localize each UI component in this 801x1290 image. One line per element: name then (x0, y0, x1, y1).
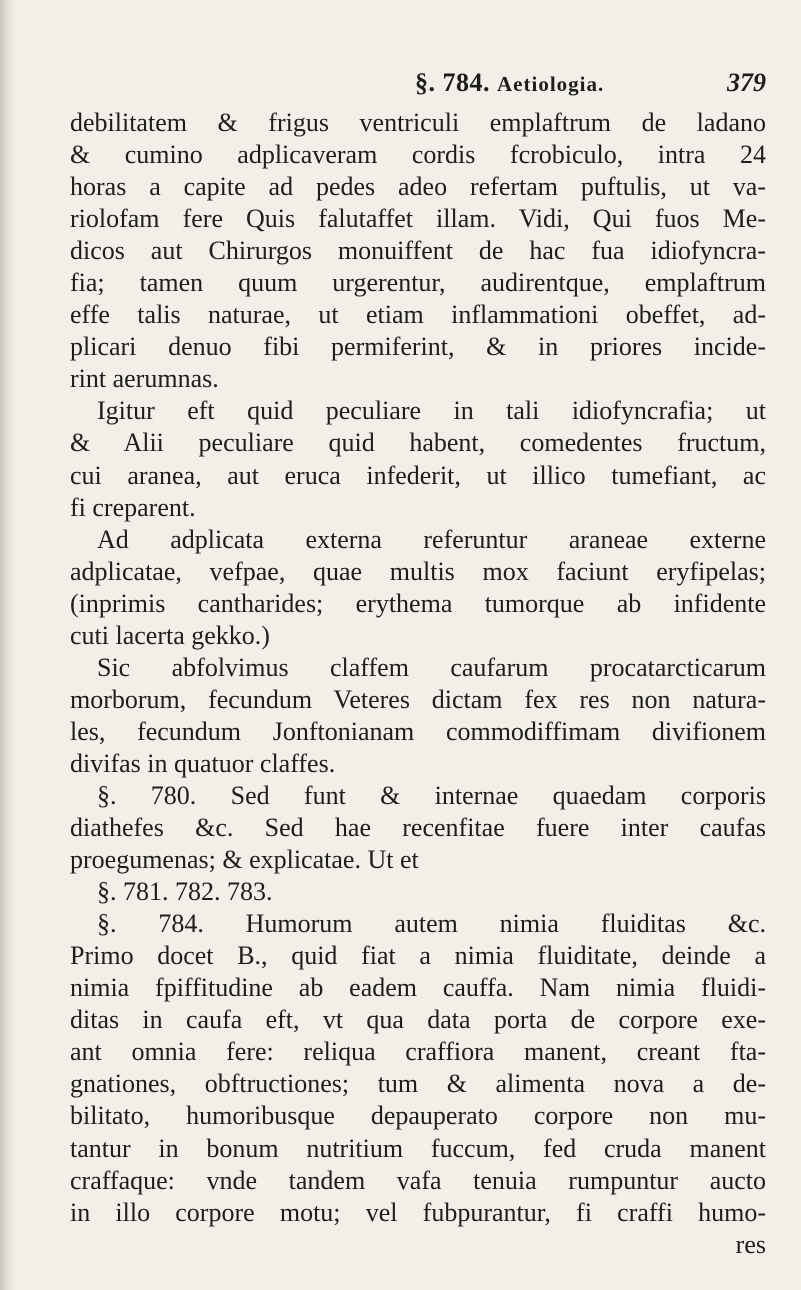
text-line: ditas in caufa eft, vt qua data porta de corpore exe- (70, 1005, 766, 1035)
text-line: rint aerumnas. (70, 364, 219, 394)
text-line: & cumino adplicaveram cordis fcrobiculo, intra 24 (70, 140, 766, 170)
text-line: plicari denuo fibi permiferint, & in priores incide- (70, 332, 766, 362)
text-line: ant omnia fere: reliqua craffiora manent, creant fta- (70, 1037, 766, 1067)
text-line: les, fecundum Jonftonianam commodiffimam divifionem (70, 716, 766, 746)
text-line: craffaque: vnde tandem vafa tenuia rumpuntur aucto (70, 1165, 766, 1195)
text-line: Igitur eft quid peculiare in tali idiofyncrafia; ut (97, 396, 766, 426)
text-line: in illo corpore motu; vel fubpurantur, fi craffi humo- (70, 1197, 766, 1227)
header-section-number: §. 784. (415, 68, 490, 97)
text-line: diathefes &c. Sed hae recenfitae fuere inter caufas (70, 813, 766, 843)
text-line: dicos aut Chirurgos monuiffent de hac fua idiofyncra- (70, 236, 766, 266)
text-line: & Alii peculiare quid habent, comedentes fructum, (70, 428, 766, 458)
text-line: Primo docet B., quid fiat a nimia fluiditate, deinde a (70, 941, 766, 971)
header-section-title (415, 68, 604, 98)
catchword: res (735, 1229, 766, 1259)
text-line: tantur in bonum nutritium fuccum, fed cruda manent (70, 1133, 766, 1163)
text-line: morborum, fecundum Veteres dictam fex res non natura- (70, 684, 766, 714)
text-line: effe talis naturae, ut etiam inflammationi obeffet, ad- (70, 300, 766, 330)
text-line: (inprimis cantharides; erythema tumorque ab infidente (70, 588, 766, 618)
text-line: proegumenas; & explicatae. Ut et (70, 845, 419, 875)
text-line: debilitatem & frigus ventriculi emplaftrum de ladano (70, 108, 766, 137)
text-line: fi creparent. (70, 492, 196, 522)
text-line: fia; tamen quum urgerentur, audirentque, emplaftrum (70, 268, 766, 298)
text-line: bilitato, humoribusque depauperato corpore non mu- (70, 1101, 766, 1131)
text-line: gnationes, obftructiones; tum & alimenta nova a de- (70, 1069, 766, 1099)
text-line: divifas in quatuor claffes. (70, 748, 336, 778)
header-title: Aetiologia. (497, 72, 605, 96)
text-line: Ad adplicata externa referuntur araneae externe (97, 524, 766, 554)
text-line: horas a capite ad pedes adeo refertam puftulis, ut va- (70, 172, 766, 202)
text-line: §. 784. Humorum autem nimia fluiditas &c. (97, 909, 766, 939)
text-line: cuti lacerta gekko.) (70, 620, 270, 650)
text-line: Sic abfolvimus claffem caufarum procatarcticarum (97, 652, 766, 682)
text-line: §. 781. 782. 783. (97, 877, 273, 907)
text-line: cui aranea, aut eruca infederit, ut illico tumefiant, ac (70, 460, 766, 490)
text-line: adplicatae, vefpae, quae multis mox faciunt eryfipelas; (70, 556, 766, 586)
page-gutter-shadow (0, 0, 14, 1290)
body-text (70, 107, 766, 1261)
text-line: riolofam fere Quis falutaffet illam. Vidi, Qui fuos Me- (70, 204, 766, 234)
text-line: §. 780. Sed funt & internae quaedam corporis (97, 780, 766, 810)
page-number: 379 (727, 68, 766, 97)
running-header (70, 68, 766, 98)
text-line: nimia fpiffitudine ab eadem cauffa. Nam nimia fluidi- (70, 973, 766, 1003)
